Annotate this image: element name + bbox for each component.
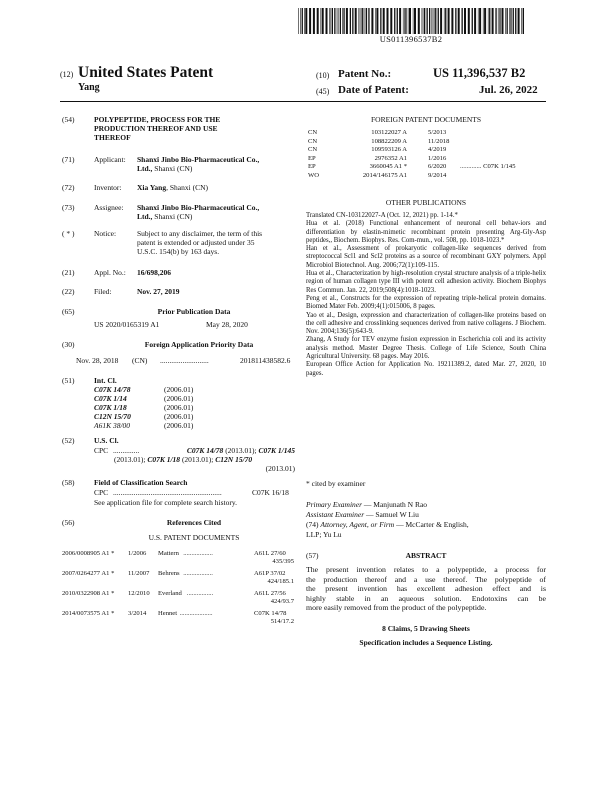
- foreign-pat-d: 4/2019: [428, 146, 447, 154]
- patent-title: [94, 115, 220, 142]
- intcl-row: [94, 421, 294, 430]
- attorney-name-2: LLP; Yu Lu: [306, 530, 342, 539]
- foreign-pat-c: CN: [308, 146, 318, 154]
- intcl-code: C07K 1/14: [94, 394, 127, 403]
- inventor-name: Xia Yang: [137, 183, 167, 192]
- primary-examiner-label: Primary Examiner: [306, 500, 363, 509]
- header-rule: [60, 101, 546, 102]
- us-doc-cls: A61L 27/56: [254, 590, 286, 597]
- appl-no: 16/698,206: [137, 268, 171, 277]
- foreign-pat-d: 1/2016: [428, 154, 447, 162]
- us-doc-name: Hennet: [158, 610, 178, 617]
- us-doc-no: 2007/0264277 A1 *: [62, 570, 115, 577]
- us-doc-cls: A61L 27/60: [254, 550, 286, 557]
- abstract-line: The present invention relates to a polypeptide, a process for: [306, 565, 546, 574]
- us-doc-date: 11/2007: [128, 570, 150, 577]
- us-doc-subclass: 424/93.7: [270, 598, 294, 605]
- prior-num: (65): [62, 307, 75, 316]
- abstract-line: the present invention has excellent adhesion effect and is: [306, 584, 546, 594]
- cpc-part: C12N 15/70: [215, 455, 253, 464]
- uscl-heading: U.S. Cl.: [94, 436, 119, 445]
- assignee-line-2: Ltd., Shanxi (CN): [137, 212, 193, 221]
- us-doc-cls: C07K 14/78: [254, 610, 287, 617]
- intcl-row: [94, 385, 294, 394]
- foreign-pat-x: ............. C07K 1/145: [460, 163, 516, 171]
- us-doc-subclass: 514/17.2: [270, 618, 294, 625]
- intcl-row: [94, 403, 294, 412]
- applicant-line: Shanxi Jinbo Bio-Pharmaceutical Co.,: [137, 155, 260, 164]
- cpc-leader: ..............: [113, 446, 140, 455]
- refs-num: (56): [62, 518, 75, 527]
- field-code: C07K 16/18: [252, 488, 289, 497]
- notice-label: Notice:: [94, 229, 117, 238]
- label-10: (10): [316, 71, 330, 80]
- us-doc-no: 2014/0073575 A1 *: [62, 610, 115, 617]
- notice-line: patent is extended or adjusted under 35: [137, 238, 255, 247]
- foreign-pat-c: CN: [308, 129, 318, 136]
- field-cpc-label: CPC: [94, 488, 109, 497]
- foreign-date: Nov. 28, 2018: [76, 356, 119, 365]
- applicant-line-2: Ltd., Shanxi (CN): [137, 164, 193, 173]
- publication-entry: Yao et al., Design, expression and characterization of collagen-like proteins based on the cell adhesive and crosslinking sequences derived from native collagens. J Biochem. Nov. 2004;136(5):643-9.: [306, 311, 546, 336]
- foreign-pat-no: 2976352 A1: [374, 154, 407, 162]
- assignee-value: [137, 203, 259, 221]
- publication-entry: Han et al., Assessment of prokaryotic collagen-like sequences derived from streptococcal Scl1 and Scl2 proteins as a source of recombinant GXY polymers. Appl Microbiol Biotechnol. Aug. 2006;72(1):109-115.: [306, 245, 546, 269]
- notice-line: U.S.C. 154(b) by 163 days.: [137, 247, 220, 256]
- applicant-label: Applicant:: [94, 155, 126, 164]
- us-doc-date: 3/2014: [128, 610, 147, 617]
- cited-note: * cited by examiner: [306, 479, 366, 488]
- intcl-version: (2006.01): [164, 403, 194, 412]
- notice-text: [137, 229, 262, 256]
- intcl-version: (2006.01): [164, 412, 194, 421]
- intcl-code: A61K 38/00: [94, 421, 131, 430]
- intcl-version: (2006.01): [164, 385, 194, 394]
- attorney-label: Attorney, Agent, or Firm: [320, 520, 395, 529]
- publication-entry: Peng et al., Constructs for the expression of repeating triple-helical protein domains. Biomed Mater Feb. 2009;4(1):015006, 8 pages.: [306, 294, 546, 311]
- document-number: US011396537B2: [379, 34, 443, 44]
- other-publications: [306, 212, 546, 378]
- inventor-value: [137, 183, 208, 192]
- title-num: (54): [62, 115, 75, 124]
- foreign-pat-no: 103122027 A: [371, 129, 407, 136]
- prior-heading: Prior Publication Data: [157, 307, 231, 316]
- cpc-classifications: [114, 446, 295, 473]
- title-line: THEREOF: [94, 133, 131, 142]
- abstract-text: [306, 565, 546, 613]
- foreign-num: (30): [62, 340, 75, 349]
- filed-label: Filed:: [94, 287, 112, 296]
- foreign-pat-c: EP: [308, 154, 316, 162]
- field-leader: ..........................................................: [113, 488, 222, 497]
- us-doc-date: 12/2010: [128, 590, 150, 597]
- assistant-examiner-name: — Samuel W Liu: [366, 510, 419, 519]
- foreign-pat-d: 11/2018: [428, 137, 450, 145]
- inventor-short: Yang: [78, 82, 100, 93]
- us-doc-no: 2006/0008905 A1 *: [62, 550, 115, 557]
- notice-num: ( * ): [62, 229, 75, 238]
- foreign-country: (CN): [132, 356, 148, 365]
- cpc-line: [140, 464, 295, 473]
- foreign-pat-no: 2014/146175 A1: [362, 172, 407, 179]
- label-12: (12): [60, 70, 74, 79]
- barcode: [298, 8, 524, 34]
- publication-entry: Hua et al., Characterization by high-resolution crystal structure analysis of a triple-helix region of human collagen type III with potent cell adhesion activity. Biochem Biophys Res Commun. Jan. 22, 2019;508(4):1018-1023.: [306, 270, 546, 294]
- intcl-num: (51): [62, 376, 75, 385]
- field-heading: Field of Classification Search: [94, 478, 188, 487]
- cpc-line: [140, 446, 295, 455]
- cpc-line: [114, 455, 295, 464]
- us-doc-cls: A61P 37/02: [254, 570, 286, 577]
- abstract-heading: ABSTRACT: [405, 551, 447, 560]
- abstract-line: the production thereof and a use thereof. The polypeptide of: [306, 574, 546, 584]
- inventor-num: (72): [62, 183, 75, 192]
- us-doc-dots: ....................: [179, 610, 213, 617]
- us-docs-heading: U.S. PATENT DOCUMENTS: [148, 533, 240, 542]
- us-doc-date: 1/2006: [128, 550, 147, 557]
- cpc-part: C07K 1/145: [258, 446, 295, 455]
- primary-examiner-name: — Manjunath N Rao: [363, 500, 428, 509]
- publication-entry: European Office Action for Application No. 19211389.2, dated Mar. 27, 2020, 10 pages.: [306, 361, 546, 377]
- other-publications-heading: OTHER PUBLICATIONS: [385, 198, 467, 207]
- field-num: (58): [62, 478, 75, 487]
- abstract-num: (57): [306, 551, 319, 560]
- label-45: (45): [316, 87, 330, 96]
- foreign-leader: ..........................: [160, 356, 209, 365]
- us-doc-subclass: 424/185.1: [267, 578, 294, 585]
- us-doc-dots: ..................: [183, 570, 213, 577]
- intcl-version: (2006.01): [164, 394, 194, 403]
- us-doc-subclass: 435/395: [272, 558, 294, 565]
- assistant-examiner-label: Assistant Examiner: [306, 510, 365, 519]
- foreign-pat-d: 9/2014: [428, 172, 447, 179]
- foreign-heading: Foreign Application Priority Data: [144, 340, 254, 349]
- patent-type: United States Patent: [78, 64, 214, 81]
- us-doc-no: 2010/0322908 A1 *: [62, 590, 115, 597]
- title-line: POLYPEPTIDE, PROCESS FOR THE: [94, 115, 221, 124]
- us-doc-dots: ..................: [183, 550, 213, 557]
- intcl-list: [94, 385, 294, 430]
- foreign-app-no: 201811438582.6: [240, 356, 291, 365]
- filed-num: (22): [62, 287, 75, 296]
- intcl-heading: Int. Cl.: [94, 376, 117, 385]
- cpc-part: (2013.01);: [223, 446, 259, 455]
- refs-heading: References Cited: [166, 518, 222, 527]
- intcl-code: C12N 15/70: [94, 412, 131, 421]
- cpc-part: (2013.01): [265, 464, 295, 473]
- attorney: [306, 520, 469, 529]
- intcl-row: [94, 394, 294, 403]
- publication-entry: Zhang, A Study for TEV enzyme fusion expression in Escherichia coli and its activity analysis method. Master Degree Thesis. College of Life Science, South China Agricultural University. 68 pages. May 2016.: [306, 336, 546, 361]
- cpc-part: (2013.01);: [114, 455, 148, 464]
- foreign-pat-c: CN: [308, 137, 318, 145]
- cpc-part: C07K 14/78: [186, 446, 224, 455]
- inventor-location: , Shanxi (CN): [166, 183, 208, 192]
- date-label: Date of Patent:: [338, 84, 409, 96]
- title-line: PRODUCTION THEREOF AND USE: [94, 124, 218, 133]
- prior-date: May 28, 2020: [206, 320, 248, 329]
- intcl-row: [94, 412, 294, 421]
- us-doc-name: Behrens: [158, 570, 180, 577]
- sequence-note: Specification includes a Sequence Listing.: [359, 638, 493, 647]
- attorney-name: — McCarter & English,: [396, 520, 469, 529]
- abstract-line: more easily removed from the product of the polypeptide.: [306, 603, 487, 613]
- us-doc-name: Everland: [158, 590, 182, 597]
- appl-label: Appl. No.:: [94, 268, 126, 277]
- publication-entry: Translated CN-103122027-A (Oct. 12, 2021) pp. 1-14.*: [306, 212, 458, 219]
- notice-line: Subject to any disclaimer, the term of this: [137, 229, 263, 238]
- abstract-line: highly stable in an aqueous solution. Endotoxins can be: [306, 593, 546, 603]
- attorney-num: (74): [306, 520, 319, 529]
- cpc-part: C07K 1/18: [147, 455, 181, 464]
- intcl-code: C07K 14/78: [94, 385, 131, 394]
- intcl-code: C07K 1/18: [94, 403, 127, 412]
- patent-no: US 11,396,537 B2: [433, 66, 526, 80]
- patent-date: Jul. 26, 2022: [479, 84, 538, 96]
- us-doc-dots: ................: [186, 590, 214, 597]
- primary-examiner: [306, 500, 427, 509]
- cpc-label: CPC: [94, 446, 109, 455]
- uscl-num: (52): [62, 436, 75, 445]
- foreign-pat-c: EP: [308, 163, 316, 171]
- inventor-label: Inventor:: [94, 183, 122, 192]
- assignee-line: Shanxi Jinbo Bio-Pharmaceutical Co.,: [137, 203, 260, 212]
- cpc-part: (2013.01);: [180, 455, 216, 464]
- foreign-pat-no: 3660045 A1 *: [369, 163, 407, 171]
- foreign-pat-c: WO: [308, 172, 319, 179]
- field-note: See application file for complete search history.: [94, 498, 238, 507]
- prior-pub: US 2020/0165319 A1: [94, 320, 160, 329]
- publication-entry: Hua et al. (2018) Functional enhancement of neuronal cell behav-iors and differentiation by elastin-mimetic recombinant protein presenting Arg-Gly-Asp peptides,, Biochem. Biophys. Res. Com-mun., vol. 508, pp. 1018-1023.*: [306, 220, 546, 244]
- appl-num: (21): [62, 268, 75, 277]
- foreign-pat-no: 108822209 A: [371, 137, 407, 145]
- applicant-num: (71): [62, 155, 75, 164]
- intcl-version: (2006.01): [164, 421, 194, 430]
- foreign-patents-heading: FOREIGN PATENT DOCUMENTS: [370, 115, 481, 124]
- applicant-value: [137, 155, 259, 173]
- foreign-pat-d: 5/2013: [428, 129, 447, 136]
- us-doc-name: Mattern: [158, 550, 179, 557]
- claims-summary: 8 Claims, 5 Drawing Sheets: [382, 624, 470, 633]
- filed-date: Nov. 27, 2019: [137, 287, 180, 296]
- assistant-examiner: [306, 510, 419, 519]
- foreign-pat-d: 6/2020: [428, 163, 447, 171]
- assignee-num: (73): [62, 203, 75, 212]
- patent-no-label: Patent No.:: [338, 68, 392, 80]
- assignee-label: Assignee:: [94, 203, 124, 212]
- foreign-pat-no: 109593126 A: [371, 146, 407, 154]
